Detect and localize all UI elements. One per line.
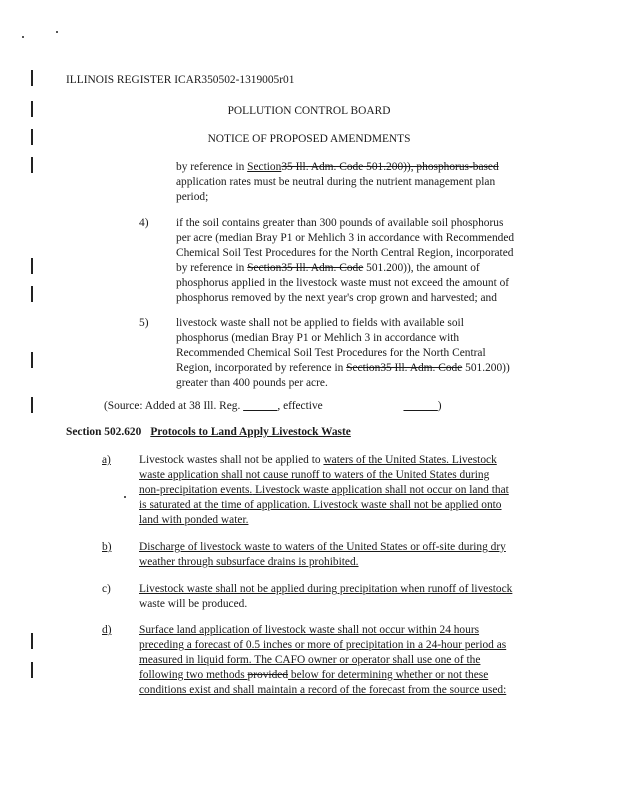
register-header — [66, 73, 294, 88]
item-number: 5) — [139, 317, 149, 329]
paragraph-line: conditions exist and shall maintain a record of the forecast from the source used: — [139, 684, 507, 696]
intro-line: period; — [176, 191, 209, 203]
item-line: phosphorus (median Bray P1 or Mehlich 3 in accordance with — [176, 332, 460, 344]
notice-title: NOTICE OF PROPOSED AMENDMENTS — [207, 133, 411, 145]
revision-bar — [31, 157, 33, 173]
board-name: POLLUTION CONTROL BOARD — [227, 105, 391, 117]
item-line: per acre (median Bray P1 or Mehlich 3 in accordance with Recommended — [176, 232, 515, 244]
revision-bar — [31, 258, 33, 274]
item-number: 4) — [139, 217, 149, 229]
source-note: (Source: Added at 38 Ill. Reg. ______, effective ______) — [104, 400, 442, 412]
paragraph-line: waste will be produced. — [139, 598, 248, 610]
item-line: Chemical Soil Test Procedures for the North Central Region, incorporated — [176, 247, 514, 259]
item-line: greater than 400 pounds per acre. — [176, 377, 328, 389]
paragraph-label: c) — [102, 583, 111, 595]
revision-bar — [31, 633, 33, 649]
paragraph-line: waste application shall not cause runoff to waters of the United States during — [139, 469, 490, 481]
register-title: ILLINOIS REGISTER ICAR350502-1319005r01 — [66, 74, 295, 86]
scan-speck — [56, 31, 58, 33]
section-heading: Section 502.620 Protocols to Land Apply Livestock Waste — [66, 426, 351, 438]
paragraph-line: non-precipitation events. Livestock waste application shall not occur on land that — [139, 484, 509, 496]
item-line: phosphorus applied in the livestock waste must not exceed the amount of — [176, 277, 510, 289]
scan-speck — [124, 496, 126, 498]
paragraph-label: d) — [102, 624, 112, 636]
paragraph-line: measured in liquid form. The CAFO owner or operator shall use one of the — [139, 654, 481, 666]
item-line: by reference in Section35 Ill. Adm. Code 501.200)), the amount of — [176, 262, 480, 274]
revision-bar — [31, 397, 33, 413]
paragraph-line: following two methods provided below for determining whether or not these — [139, 669, 489, 681]
item-line: if the soil contains greater than 300 pounds of available soil phosphorus — [176, 217, 504, 229]
revision-bar — [31, 286, 33, 302]
scan-speck — [22, 36, 24, 38]
item-line: Recommended Chemical Soil Test Procedures for the North Central — [176, 347, 486, 359]
paragraph-line: is saturated at the time of application. Livestock waste shall not be applied onto — [139, 499, 502, 511]
item-line: Region, incorporated by reference in Section35 Ill. Adm. Code 501.200)) — [176, 362, 510, 374]
paragraph-line: land with ponded water. — [139, 514, 249, 526]
paragraph-line: preceding a forecast of 0.5 inches or more of precipitation in a 24-hour period as — [139, 639, 507, 651]
paragraph-line: weather through subsurface drains is prohibited. — [139, 556, 359, 568]
intro-line: by reference in Section35 Ill. Adm. Code 501.200)), phosphorus-based — [176, 161, 499, 173]
revision-bar — [31, 70, 33, 86]
revision-bar — [31, 352, 33, 368]
paragraph-line: Livestock wastes shall not be applied to waters of the United States. Livestock — [139, 454, 497, 466]
paragraph-label: b) — [102, 541, 112, 553]
paragraph-line: Livestock waste shall not be applied during precipitation when runoff of livestock — [139, 583, 513, 595]
item-line: livestock waste shall not be applied to fields with available soil — [176, 317, 464, 329]
revision-bar — [31, 662, 33, 678]
paragraph-line: Discharge of livestock waste to waters of the United States or off-site during dry — [139, 541, 506, 553]
intro-line: application rates must be neutral during the nutrient management plan — [176, 176, 496, 188]
paragraph-label: a) — [102, 454, 111, 466]
paragraph-line: Surface land application of livestock waste shall not occur within 24 hours — [139, 624, 480, 636]
item-line: phosphorus removed by the next year's crop grown and harvested; and — [176, 292, 497, 304]
